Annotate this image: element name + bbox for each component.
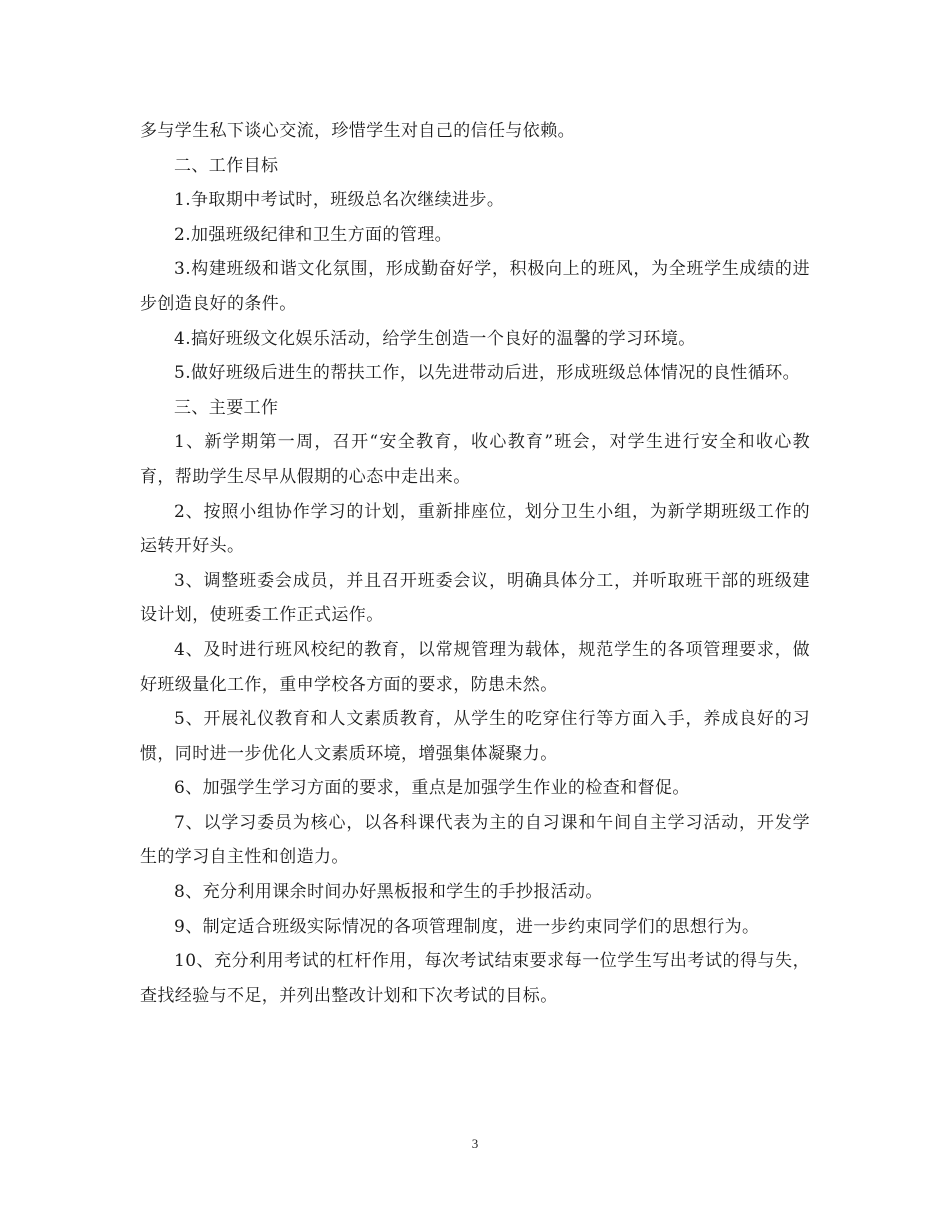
work-item-5: 5、开展礼仪教育和人文素质教育，从学生的吃穿住行等方面入手，养成良好的习惯，同时进一步优化人文素质环境，增强集体凝聚力。 <box>140 709 810 764</box>
work-item-4: 4、及时进行班风校纪的教育，以常规管理为载体，规范学生的各项管理要求，做好班级量化工作，重申学校各方面的要求，防患未然。 <box>140 639 810 695</box>
work-item-10: 10、充分利用考试的杠杆作用，每次考试结束要求每一位学生写出考试的得与失，查找经验与不足，并列出整改计划和下次考试的目标。 <box>140 951 810 1006</box>
page-number: 3 <box>471 1136 479 1151</box>
work-item-2: 2、按照小组协作学习的计划，重新排座位，划分卫生小组，为新学期班级工作的运转开好头。 <box>140 501 810 557</box>
work-item-6: 6、加强学生学习方面的要求，重点是加强学生作业的检查和督促。 <box>174 778 690 799</box>
document-body <box>140 114 810 1013</box>
section-heading-main-work: 三、主要工作 <box>174 397 279 418</box>
goal-item-4: 4.搞好班级文化娱乐活动，给学生创造一个良好的温馨的学习环境。 <box>174 328 696 349</box>
paragraph-continuation: 多与学生私下谈心交流，珍惜学生对自己的信任与依赖。 <box>140 121 575 141</box>
work-item-7: 7、以学习委员为核心，以各科课代表为主的自习课和午间自主学习活动，开发学生的学习自主性和创造力。 <box>140 812 810 868</box>
goal-item-3: 3.构建班级和谐文化氛围，形成勤奋好学，积极向上的班风，为全班学生成绩的进步创造良好的条件。 <box>140 259 810 314</box>
work-item-8: 8、充分利用课余时间办好黑板报和学生的手抄报活动。 <box>174 882 603 903</box>
goal-item-2: 2.加强班级纪律和卫生方面的管理。 <box>174 224 453 245</box>
goal-item-5: 5.做好班级后进生的帮扶工作，以先进带动后进，形成班级总体情况的良性循环。 <box>174 363 801 384</box>
work-item-3: 3、调整班委会成员，并且召开班委会议，明确具体分工，并听取班干部的班级建设计划，使班委工作正式运作。 <box>140 570 810 626</box>
section-heading-work-goals: 二、工作目标 <box>174 155 279 176</box>
work-item-1: 1、新学期第一周，召开“安全教育，收心教育”班会，对学生进行安全和收心教育，帮助学生尽早从假期的心态中走出来。 <box>140 432 810 487</box>
work-item-9: 9、制定适合班级实际情况的各项管理制度，进一步约束同学们的思想行为。 <box>174 916 760 937</box>
goal-item-1: 1.争取期中考试时，班级总名次继续进步。 <box>174 190 505 211</box>
